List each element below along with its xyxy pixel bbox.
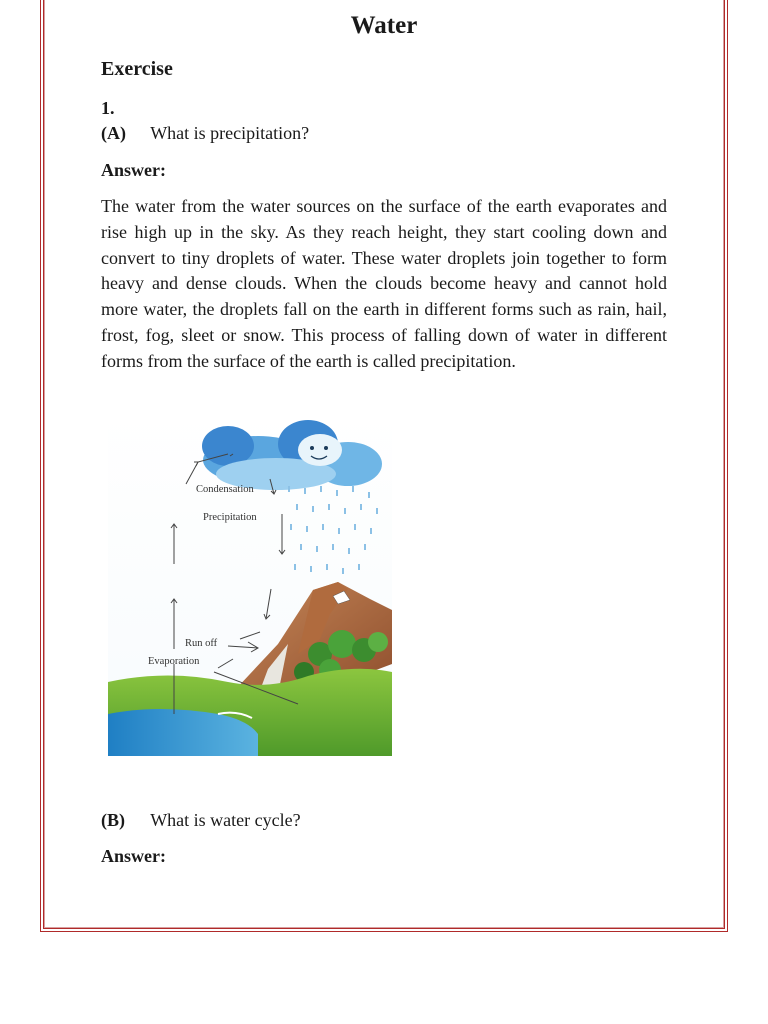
- question-b: [101, 810, 301, 831]
- answer-b-label: Answer:: [101, 846, 166, 866]
- answer-a-text: The water from the water sources on the surface of the earth evaporates and rise high up in the sky. As they reach height, they start cooling down and convert to tiny droplets of water. These water droplets join together to form heavy and dense clouds. When the clouds become heavy and cannot hold more water, the droplets fall on the earth in different forms such as rain, hail, frost, fog, sleet or snow. This process of falling down of water in different forms from the surface of the earth is called precipitation.: [101, 196, 667, 371]
- exercise-heading: Exercise: [101, 58, 173, 80]
- question-b-text: What is water cycle?: [150, 810, 301, 830]
- question-a: [101, 123, 309, 144]
- label-run-off: Run off: [185, 638, 218, 649]
- question-b-label: (B): [101, 810, 125, 830]
- label-precipitation: Precipitation: [203, 512, 257, 523]
- label-condensation: Condensation: [196, 484, 254, 495]
- page-title: Water: [350, 12, 418, 39]
- answer-a-label: Answer:: [101, 160, 166, 180]
- water-cycle-figure: [108, 414, 392, 756]
- question-a-label: (A): [101, 123, 126, 143]
- label-evaporation: Evaporation: [148, 656, 200, 667]
- question-a-text: What is precipitation?: [150, 123, 310, 143]
- question-number: 1.: [101, 98, 115, 118]
